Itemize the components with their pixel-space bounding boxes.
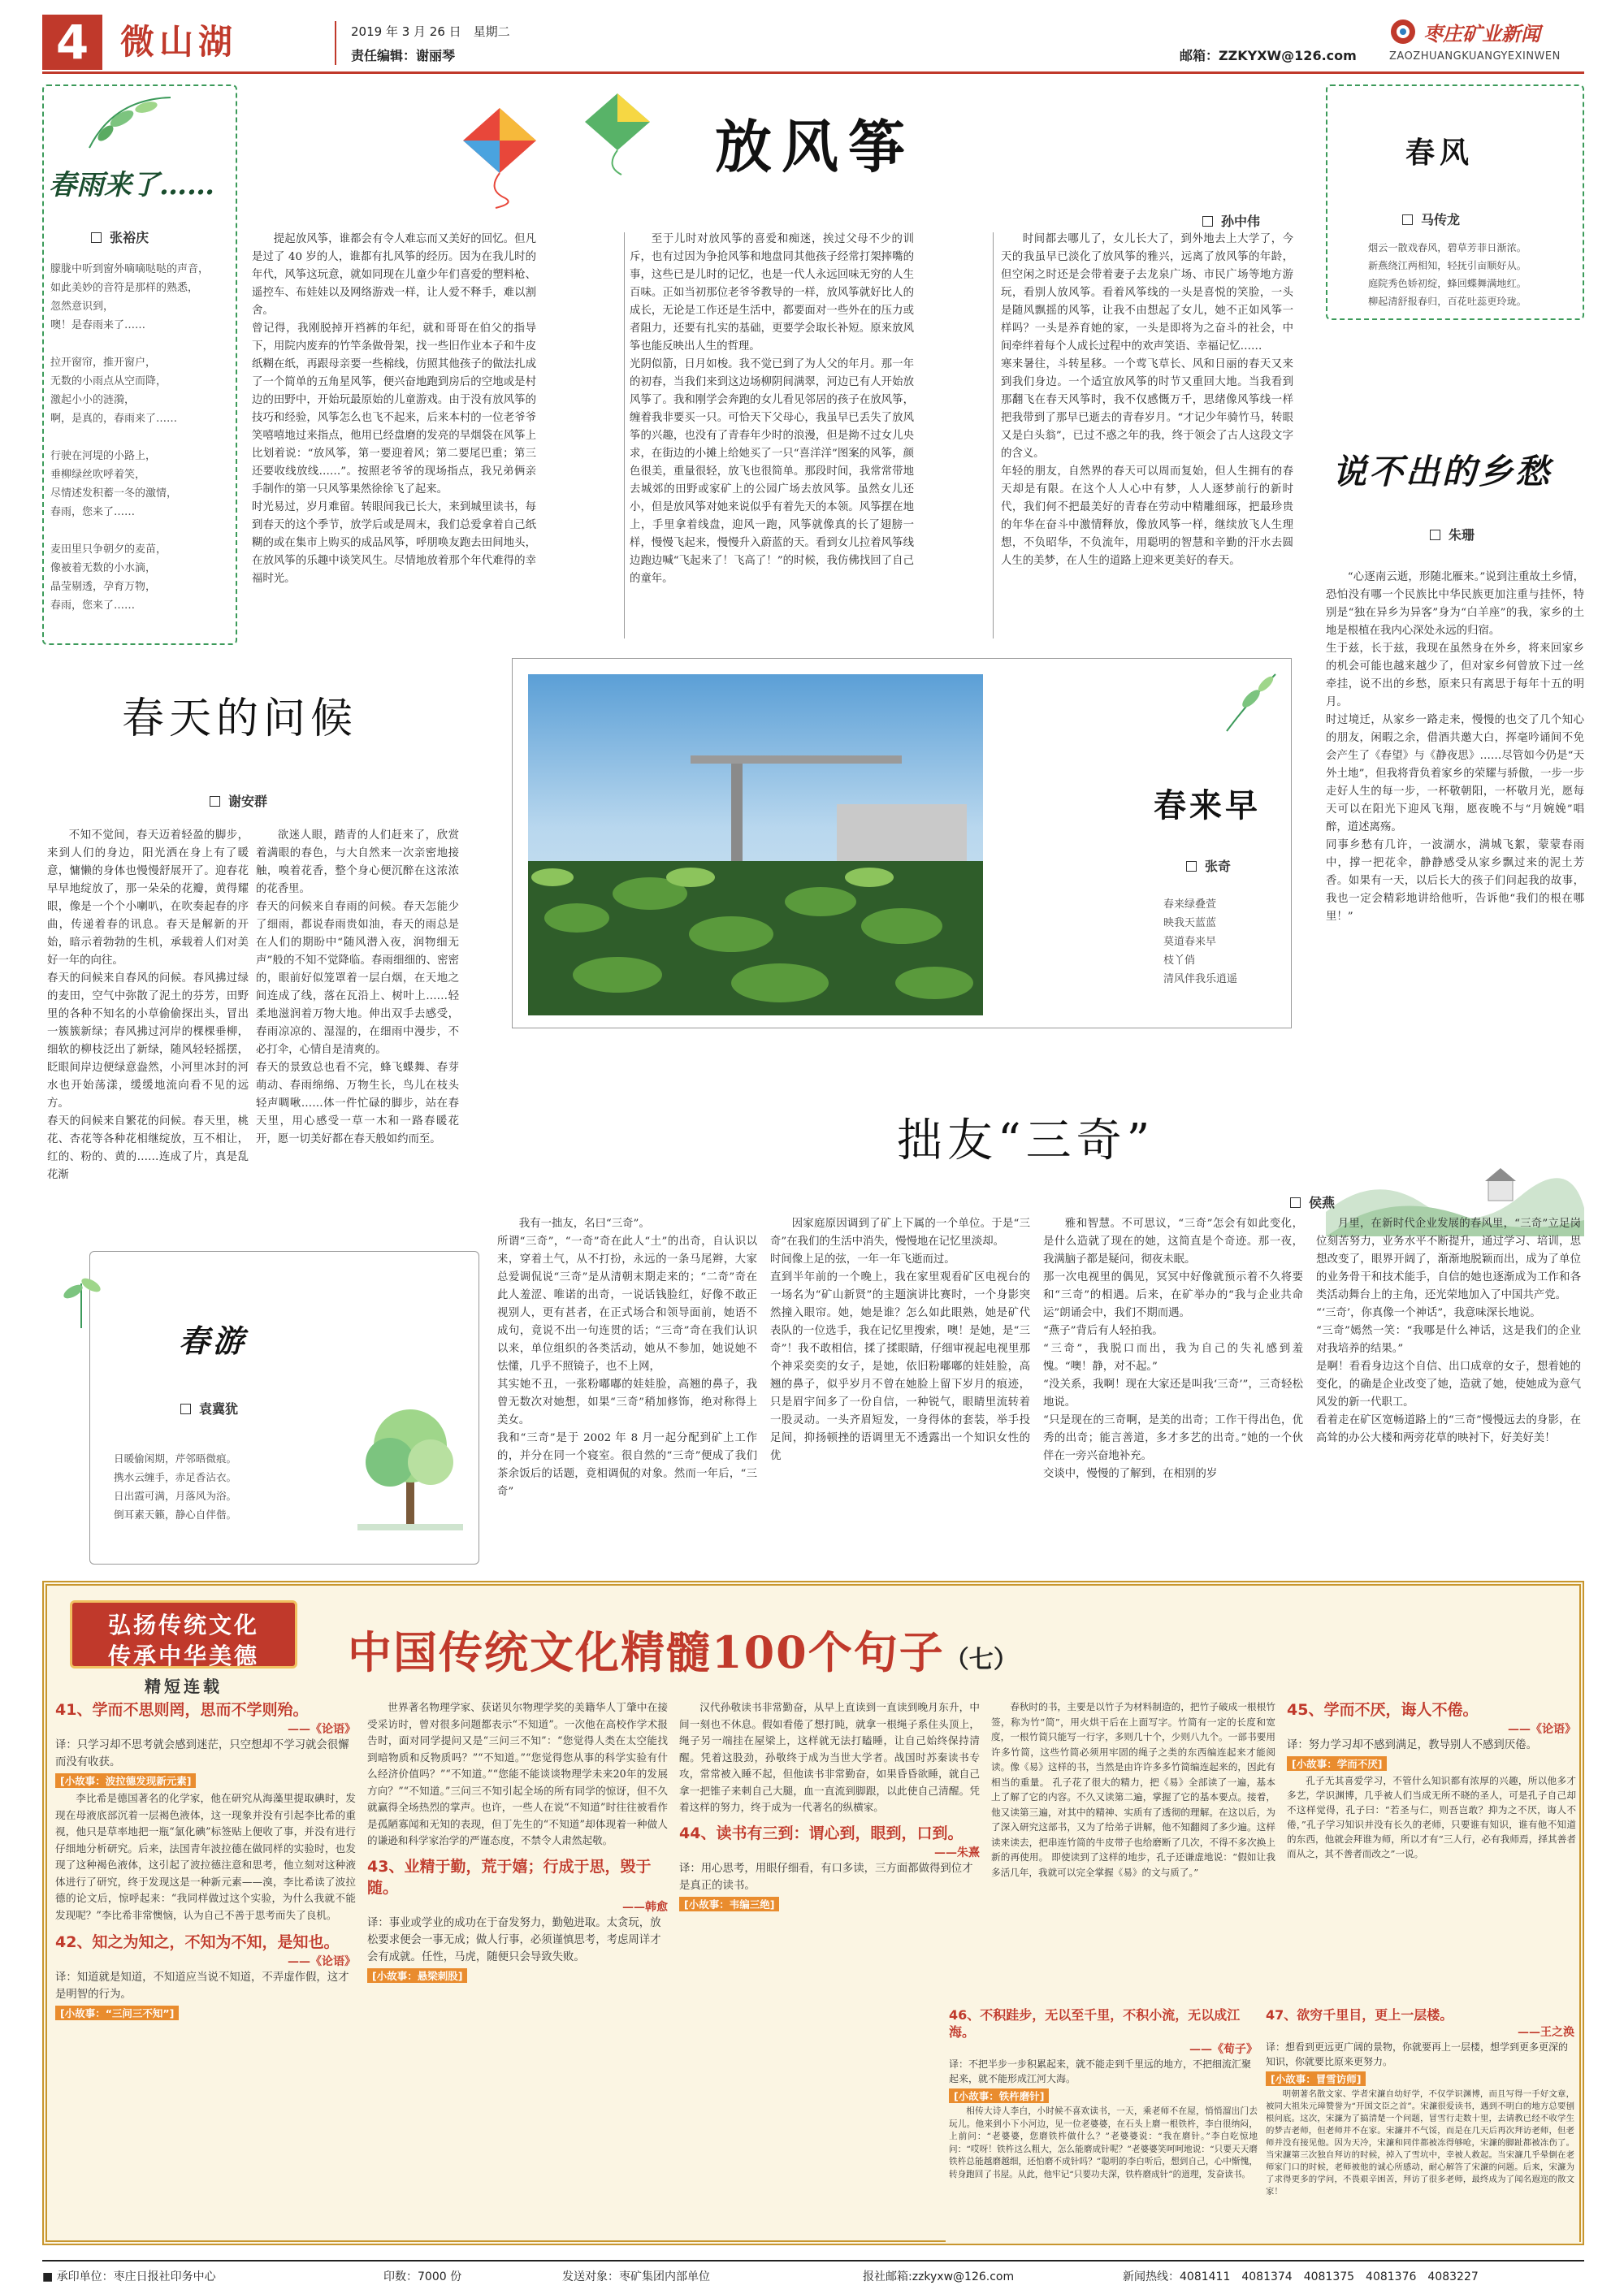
spring-early-title: 春来早 [1154, 786, 1261, 825]
classic-head: 41、学而不思则罔，思而不学则殆。 [55, 1701, 309, 1719]
spring-photo [528, 674, 983, 1015]
classic-item-42 [55, 1932, 356, 2023]
homesick-body [1326, 569, 1584, 926]
paper-name: 枣庄矿业新闻 [1423, 22, 1540, 45]
footer-printer: ■ 承印单位：枣庄日报社印务中心 [42, 2270, 216, 2283]
kite-col-1-text: 提起放风筝，谁都会有令人难忘而又美好的回忆。但凡是过了 40 岁的人，谁都有扎风筝的经历。因为在我儿时的年代，风筝这玩意，就如同现在儿童少年们喜爱的塑料枪、遥控车、布娃娃以及网络游戏一样，让人爱不释手，难以割舍。 曾记得，我刚脱掉开裆裤的年纪，就和哥哥在伯父的指导下，用院内废弃的竹竿条做骨架，找一些旧作业本子和牛皮纸糊在纸，再跟母亲要一些棉线，仿照其他孩子的做法扎成了一个简单的五角星风筝，便兴奋地跑到房后的空地或是村边的田野中，开始玩最原始的儿童游戏。由于没有放风筝的技巧和经验，风筝怎么也飞不起来，后来本村的一位老爷爷笑嘻嘻地过来指点，他用已经盘磨的发亮的旱烟袋在风筝上比划着说：“放风筝，第一要迎着风；第二要尾巴重；第三还要收线放线……”。按照老爷爷的现场指点，我兄弟俩亲手制作的第一只风筝果然徐徐飞了起来。 时光易过，岁月难留。转眼间我已长大，来到城里读书，每到春天的这个季节，放学后或是周末，我们总爱拿着自己纸糊的或在集市上购买的成品风筝，呼朋唤友跑去田间地头，在放风筝的乐趣中谈笑风生。尽情地放着那个年代难得的幸福时光。 [252, 233, 536, 585]
column-divider [993, 232, 994, 638]
classic-head: 44、读书有三到：谓心到，眼到，口到。 [679, 1824, 964, 1842]
paper-pinyin: ZAOZHUANGKUANGYEXINWEN [1389, 50, 1561, 63]
classic-item-41 [55, 1699, 356, 1924]
homesick-body-text: “心逐南云逝，形随北雁来。”说到注重故土乡情，恐怕没有哪一个民族比中华民族更加注重与挂怀，特别是“独在异乡为异客”身为“白羊座”的我，家乡的土地是根植在我内心深处永远的归宿。 生于兹，长于兹，我现在虽然身在外乡，将来回家乡的机会可能也越来越少了，但对家乡何曾放下过一丝牵挂，说不出的乡愁，原来只有离思于每年十五的明月。 时过境迁，从家乡一路走来，慢慢的也交了几个知心的朋友，闲暇之余，借酒共邀大白，挥毫吟诵间不免会产生了《春望》与《静夜思》……尽管如今仍是“天外土地”，但我将背负着家乡的荣耀与骄傲，一步一步走好人生的每一步，一杯敬朝阳，一杯敬月光，愿每天可以在阳光下迎风飞翔，愿夜晚不与“月婉娩”唱醉，道述离殇。 同事乡愁有几许，一波湖水，满城飞絮，蒙蒙春雨中，撑一把花伞，静静感受从家乡飘过来的泥土芳香。如果有一天，以后长大的孩子们问起我的故事，我也一定会精彩地讲给他听，告诉他“我们的根在哪里！” [1326, 571, 1584, 923]
classics-banner-sub: 精短连载 [145, 1677, 223, 1696]
masthead [42, 15, 1584, 73]
classic-source: ——王之涣 [1518, 2026, 1574, 2039]
classic-translation: 译：努力学习却不感到满足，教导别人不感到厌倦。 [1287, 1739, 1537, 1751]
kite-icon [439, 104, 561, 210]
classic-source: ——韩愈 [622, 1900, 668, 1914]
classic-story: 明朝著名散文家、学者宋濂自幼好学，不仅学识渊博，而且写得一手好文章，被同大祖朱元璋赞誉为“开国文臣之首”。宋濂很爱读书，遇到不明白的地方总要刨根问底。这次，宋濂为了搞清楚一个问题，冒雪行走数十里，去请教已经不收学生的梦吉老师，但老师并不在家。宋濂并不气馁，而是在几天后再次拜访老师，但老师并没有接见他。因为天冷，宋濂和同伴都被冻得够呛，宋濂的脚趾都被冻伤了。当宋濂第三次独自拜访的时候，掉入了雪坑中，幸被人救起。当宋濂几乎晕倒在老师家门口的时候，老师被他的诚心所感动，耐心解答了宋濂的问题。后来，宋濂为了求得更多的学问，不畏艰辛困苦，拜访了很多老师，最终成为了闻名遐迩的散文家！ [1266, 2089, 1574, 2197]
three-wonders-col-1-text: 我有一拙友，名曰“三奇”。 所谓“三奇”，“一奇”奇在此人“土”的出奇，自认识以来，穿着土气，从不打扮，永远的一条马尾辫，大家总爱调侃说“三奇”是从清朝末期走来的；“二奇”奇在此人羞涩、唯诺的出奇，一说话钱脸红，好像不敢正视别人，更有甚者，在正式场合和领导面前，她语不成句，竟说不出一句连贯的话；“三奇”奇在我们认识以来，单位组织的各类活动，她从不参加，她说她不怯懂，几乎不照镜子，也不上网， 其实她不丑，一张粉嘟嘟的娃娃脸，高翘的鼻子，我曾无数次对她想，如果“三奇”稍加修饰，绝对称得上美女。 我和“三奇”是于 2002 年 8 月一起分配到矿上工作的，并分在同一个寝室。很自然的“三奇”便成了我们茶余饭后的话题，竟相调侃的对象。然而一年后，“三奇” [497, 1218, 757, 1498]
three-wonders-col-2 [770, 1215, 1030, 1465]
kite-icon [569, 89, 666, 179]
classic-head: 47、欲穷千里目，更上一层楼。 [1266, 2007, 1453, 2023]
classic-story-tag: [小故事：悬梁刺股] [367, 1968, 467, 1983]
kite-col-3-text: 时间都去哪儿了，女儿长大了，到外地去上大学了，今天的我虽早已淡化了放风筝的雅兴，远离了放风筝的年龄，但空闲之时还是会带着妻子去龙泉广场、市民广场等地方游玩，看别人放风筝。看着风筝线的一头是喜悦的笑脸，一头是随风飘摇的风筝，让我不由想起了女儿，她不正如风筝一样吗？一头是养育她的家，一头是即将为之奋斗的社会，中间牵绊着每个人成长过程中的欢声笑语、幸福记忆…… 寒来暑往，斗转星移。一个莺飞草长、风和日丽的春天又来到我们身边。一个适宜放风筝的时节又重回大地。当我看到那翻飞在春天风筝时，我不仅感慨万千，思绪像风筝线一样把我带到了那早已逝去的青春岁月。“才记少年骑竹马，转眼又是白头翁”，已过不惑之年的我，终于领会了古人这段文字的含义。 年轻的朋友，自然界的春天可以周而复始，但人生拥有的春天却是有限。在这个人人心中有梦，人人逐梦前行的新时代，我们何不把最美好的青春在劳动中精雕细琢，把最珍贵的年华在奋斗中激情释放，像放风筝一样，继续放飞人生理想，不负昭华，不负流年，用聪明的智慧和辛勤的汗水去圆人生的美梦，在人生的道路上迎来更美好的春天。 [1001, 233, 1293, 567]
classics-extra [946, 2006, 1579, 2242]
classic-story-tag: [小故事：铁杵磨针] [949, 2088, 1049, 2103]
classics-title-suffix: （七） [944, 1646, 1018, 1674]
classic-story-tag: [小故事：“三问三不知”] [55, 2006, 179, 2020]
classic-head: 45、学而不厌，诲人不倦。 [1287, 1701, 1479, 1719]
classic-story: 春秋时的书，主要是以竹子为材料制造的，把竹子破成一根根竹签，称为竹“简”，用火烘干后在上面写字。竹简有一定的长度和宽度，一根竹简只能写一行字，多则几十个，少则八九个。一部书要用许多竹简，这些竹简必须用牢固的绳子之类的东西编连起来才能阅读。像《易》这样的书，当然是由许许多多竹简编连起来的，因此有相当的重量。 孔子花了很大的精力，把《易》全部读了一遍，基本上了解了它的内容。不久又读第二遍，掌握了它的基本要点。接着，他又读第三遍，对其中的精神、实质有了透彻的理解。在这以后，为了深入研究这部书，又为了给弟子讲解，他不知翻阅了多少遍。这样读来读去，把串连竹简的牛皮带子也给磨断了几次，不得不多次换上新的再使用。 即使读到了这样的地步，孔子还谦虚地说：“假如让我多活几年，我就可以完全掌握《易》的文与质了。” [991, 1701, 1275, 1878]
classic-source: ——《荀子》 [1189, 2043, 1258, 2056]
classic-item-44 [679, 1823, 980, 1914]
date-line: 2019 年 3 月 26 日 星期二 [351, 24, 510, 39]
editor-line: 责任编辑：谢丽琴 [351, 48, 456, 63]
classic-item-46 [949, 2006, 1258, 2181]
classic-story-tag: [小故事：波拉德发现新元素] [55, 1773, 196, 1788]
classics-column [55, 1699, 356, 2023]
classics-banner-line2: 传承中华美德 [107, 1643, 259, 1669]
paper-logo-icon [1389, 18, 1417, 45]
three-wonders-col-3 [1043, 1215, 1303, 1483]
spring-trip-poem: 日暖偷闲期，芹邻晤微痕。 携水云缠手，赤足香沾衣。 日出霞可满，月落风为浴。 倒耳素天籁，静心自伴偕。 [114, 1452, 237, 1521]
kite-col-3 [1001, 231, 1293, 570]
classic-source: ——《论语》 [1508, 1723, 1576, 1736]
spring-trip-byline: 袁冀犹 [180, 1399, 238, 1418]
spring-rain-title: 春雨来了…… [49, 169, 214, 201]
leaf-decoration-icon [1219, 666, 1284, 739]
greeting-byline: 谢安群 [210, 791, 267, 810]
classic-story: 相传大诗人李白，小时候不喜欢读书，一天，乘老师不在屋，悄悄溜出门去玩儿。他来到小下小河边，见一位老婆婆，在石头上磨一根铁杵，李白很纳闷，上前问：“老婆婆，您磨铁杵做什么？”老婆婆说：“我在磨针。”李白吃惊地问：“哎呀！铁杵这么粗大，怎么能磨成针呢？”老婆婆笑呵呵地说：“只要天天磨铁杵总能越磨越细，还怕磨不成针吗？”聪明的李白听后，想到自己，心中惭愧，转身跑回了书屋。从此，他牢记“只要功夫深，铁杵磨成针”的道理，发奋读书。 [949, 2106, 1258, 2179]
greeting-col-1 [47, 827, 249, 1184]
classic-story: 李比希是德国著名的化学家，他在研究从海藻里提取碘时，发现在母液底部沉着一层褐色液体，这一现象并没有引起李比希的重视，他只是草率地把一瓶“氯化碘”标签贴上便收了事，并没有进行仔细地分析研究。后来，法国青年波拉德在做同样的实验时，也发现了这种褐色液体，这引起了波拉德注意和思考，他立刻对这种液体进行了研究，终于发现这是一种新元素——溴，李比希读了波拉德的论文后，惊呼起来：“我同样做过这个实验，为什么我就不能发现呢？”李比希非常懊恼，认为自己不善于思考而失了良机。 [55, 1792, 356, 1921]
classic-head: 42、知之为知之，不知为不知，是知也。 [55, 1933, 340, 1951]
footer-phones: 新闻热线：4081411 4081374 4081375 4081376 4083227 [1123, 2270, 1479, 2283]
classic-item-47 [1266, 2006, 1574, 2198]
footer-copies: 印数：7000 份 [383, 2270, 462, 2283]
classic-item-45 [1287, 1699, 1576, 1861]
three-wonders-byline: 侯燕 [1290, 1192, 1335, 1211]
classic-translation: 译：想看到更远更广阔的景物，你就要再上一层楼，想学到更多更深的知识，你就要比原来更努力。 [1266, 2041, 1569, 2067]
classic-source: ——朱熹 [934, 1846, 980, 1859]
classic-story: 世界著名物理学家、获诺贝尔物理学奖的美籍华人丁肇中在接受采访时，曾对很多问题都表示“不知道”。一次他在高校作学术报告时，面对同学提问又是“三问三不知”：“您觉得人类在太空能找到暗物质和反物质吗？”“不知道。”“您觉得您从事的科学实验有什么经济价值吗？”“不知道。”“您能不能谈谈物理学未来20年的发展方向？”“不知道。”三问三不知引起全场的所有同学的惊讶，但不久就赢得全场热烈的掌声。也许，一些人在说“不知道”时往往被看作是孤陋寡闻和无知的表现，但丁先生的“不知道”却体现着一种做人的谦逊和科学家治学的严谨态度，不禁令人肃然起敬。 [367, 1701, 668, 1846]
section-divider [335, 21, 336, 65]
classics-column [367, 1699, 668, 1985]
leaf-decoration-icon [57, 1267, 106, 1332]
homesick-title: 说不出的乡愁 [1332, 452, 1553, 491]
page-number: 4 [42, 15, 102, 70]
footer [42, 2260, 1584, 2284]
classic-head: 46、不积跬步，无以至千里，不积小流，无以成江海。 [949, 2007, 1241, 2040]
three-wonders-col-2-text: 因家庭原因调到了矿上下属的一个单位。于是“三奇”在我们的生活中消失，慢慢地在记忆里淡却。 时间像上足的弦，一年一年飞逝而过。 直到半年前的一个晚上，我在家里观看矿区电视台的一场名为“矿山新贤”的主题演讲比赛时，一个身影突然撞入眼帘。她，她是谁？怎么如此眼熟，她是矿代表队的一位选手，我在记忆里搜索，噢！是她，是“三奇”！我不敢相信，揉了揉眼睛，仔细审视起电视里那个神采奕奕的女子，是她，依旧粉嘟嘟的娃娃脸，高翘的鼻子，似乎岁月不曾在她脸上留下岁月的痕迹，只是眉宇间多了一份自信，一种锐气，眼睛里流转着一股灵动。一头齐眉短发，一身得体的套装，举手投足间，抑扬顿挫的语调里无不透露出一个知识女性的优 [770, 1218, 1030, 1462]
spring-rain-byline: 张裕庆 [91, 227, 149, 246]
email-line: 邮箱：ZZKYXW@126.com [1180, 48, 1357, 63]
three-wonders-col-4 [1316, 1215, 1581, 1448]
spring-wind-title: 春风 [1405, 136, 1475, 170]
greeting-col-2-text: 欲迷人眼，踏青的人们赶来了，欣赏着满眼的春色，与大自然来一次亲密地接触，嗅着花香，整个身心便沉醉在这浓浓的花香里。 春天的问候来自春雨的问候。春天怎能少了细雨，都说春雨贵如油，春天的雨总是在人们的期盼中“随风潜入夜，润物细无声”般的不知不觉降临。春雨细细的、密密的，眼前好似笼罩着一层白烟，在天地之间连成了线，落在瓦沿上、树叶上……轻柔地滋润着万物大地。伸出双手去感受，春雨凉凉的、湿湿的，在细雨中漫步，不必打伞，心情自是清爽的。 春天的景致总也看不完，蜂飞蝶舞、春芽萌动、春雨绵绵、万物生长，鸟儿在枝头轻声啁啾……体一件忙碌的脚步，站在春天里，用心感受一草一木和一路春暖花开，愿一切美好都在春天般如约而至。 [256, 829, 459, 1145]
classic-source: ——《论语》 [288, 1955, 356, 1968]
kite-byline: 孙中伟 [1202, 211, 1260, 230]
footer-distribution: 发送对象：枣矿集团内部单位 [562, 2270, 710, 2283]
paper-logo [1389, 18, 1584, 47]
greeting-col-1-text: 不知不觉间，春天迈着轻盈的脚步，来到人们的身边，阳光洒在身上有了暖意，慵懒的身体也慢慢舒展开了。迎春花早早地绽放了，那一朵朵的花瓣，黄得耀眼，像是一个个小喇叭，在吹奏起春的序曲，传递着春的讯息。春天是解新的开始，暗示着勃勃的生机，承载着人们对美好一年的向往。 春天的问候来自春风的问候。春风拂过绿的麦田，空气中弥散了泥土的芬芳，田野里的各种不知名的小草偷偷探出头，冒出一簇簇新绿；春风拂过河岸的棵棵垂柳，细软的柳枝泛出了新绿，随风轻轻摇摆，眨眼间岸边便绿意盎然，小河里冰封的河水也开始荡漾，缓缓地流向看不见的远方。 春天的问候来自繁花的问候。春天里，桃花、杏花等各种花相继绽放，互不相让，红的、粉的、黄的……连成了片，真是乱花渐 [47, 829, 249, 1181]
kite-title: 放风筝 [715, 113, 915, 180]
tree-illustration [349, 1381, 471, 1543]
homesick-byline: 朱珊 [1430, 525, 1475, 543]
greeting-col-2 [256, 827, 459, 1149]
three-wonders-col-4-text: 月里，在新时代企业发展的春风里，“三奇”立足岗位刻苦努力，业务水平不断提升，通过学习、培训，思想改变了，眼界开阔了，渐渐地脱颖而出，成为了单位的业务骨干和技术能手，自信的她也逐渐成为工作和各类活动舞台上的主角，还光荣地加入了中国共产党。 “‘三奇’，你真像一个神话”，我意味深长地说。 “三奇”嫣然一笑：“我哪是什么神话，这是我们的企业对我培养的结果。” 是啊！看看身边这个自信、出口成章的女子，想着她的变化，的确是企业改变了她，造就了她，使她成为意气风发的新一代职工。 看着走在矿区宽畅道路上的“三奇”慢慢远去的身影，在高耸的办公大楼和两旁花草的映衬下，好美好美！ [1316, 1218, 1581, 1444]
three-wonders-col-3-text: 雅和智慧。不可思议，“三奇”怎会有如此变化，是什么造就了现在的她，这简直是个奇迹。那一夜，我满脑子都是疑问，彻夜未眠。 那一次电视里的偶见，冥冥中好像就预示着不久将要和“三奇”的相遇。后来，在矿举办的“我与企业共命运”朗诵会中，我们不期而遇。 “燕子”背后有人轻拍我。 “三奇”，我脱口而出，我为自己的失礼感到羞愧。“噢！静，对不起。” “没关系，我啊！现在大家还是叫我‘三奇’”，三奇轻松地说。 “只是现在的三奇啊，是美的出奇；工作干得出色，优秀的出奇；能言善道，多才多艺的出奇。”她的一个伙伴在一旁兴奋地补充。 交谈中，慢慢的了解到，在相别的岁 [1043, 1218, 1303, 1480]
classic-translation: 译：用心思考，用眼仔细看，有口多读，三方面都做得到位才是真正的读书。 [679, 1862, 973, 1892]
spring-early-byline: 张奇 [1186, 856, 1231, 875]
three-wonders-title: 拙友“三奇” [897, 1115, 1155, 1167]
classic-translation: 译：知道就是知道，不知道应当说不知道，不弄虚作假，这才是明智的行为。 [55, 1972, 349, 2001]
classic-translation: 译：不把半步一步积累起来，就不能走到千里远的地方，不把细流汇聚起来，就不能形成江河大海。 [949, 2058, 1252, 2084]
section-name: 微山湖 [120, 22, 238, 62]
footer-email: 报社邮箱:zzkyxw@126.com [863, 2270, 1015, 2283]
kite-col-2 [630, 231, 914, 588]
spring-wind-byline: 马传龙 [1402, 210, 1460, 228]
spring-early-poem: 春来绿叠萱 映我天蓝蓝 莫道春来早 枝丫俏 清风伴我乐逍遥 [1163, 898, 1238, 985]
classic-story-tag: [小故事：学而不厌] [1287, 1756, 1387, 1771]
classic-source: ——《论语》 [288, 1723, 356, 1736]
masthead-rule [42, 71, 1584, 74]
classic-story-tag: [小故事：冒雪访师] [1266, 2071, 1366, 2086]
classic-translation: 译：事业或学业的成功在于奋发努力，勤勉进取。太贪玩，放松要求便会一事无成；做人行事，必须谨慎思考，考虑周详才会有成就。任性，马虎，随便只会导致失败。 [367, 1916, 661, 1963]
classics-column [1287, 1699, 1576, 1861]
greeting-title: 春天的问候 [122, 695, 358, 743]
classics-title [348, 1618, 1018, 1681]
kite-col-1 [252, 231, 536, 588]
classic-head: 43、业精于勤，荒于嬉；行成于思，毁于随。 [367, 1857, 652, 1897]
spring-wind-poem: 烟云一散戏春风，碧草芳菲日渐浓。 新燕绕江两相知，轻抚引亩顺好从。 庭院秀色娇初绽，蜂回蝶舞满地红。 柳起清舒报春归，百花吐蕊更玲珑。 [1368, 242, 1527, 307]
classics-column [991, 1699, 1275, 1880]
classics-title-text: 中国传统文化精髓100个句子 [348, 1626, 945, 1678]
classic-story-tag: [小故事：韦编三绝] [679, 1897, 779, 1911]
classics-banner [70, 1600, 297, 1669]
classic-translation: 译：只学习却不思考就会感到迷茫，只空想却不学习就会很懈而没有收获。 [55, 1739, 349, 1768]
classic-story: 汉代孙敬读书非常勤奋，从早上直读到一直读到晚月东升，中间一刻也不休息。假如看倦了想打盹，就拿一根绳子系住头顶上，绳子另一端挂在屋梁上，这样就无法打瞌睡，让自己始终保持清醒。凭着这股劲，孙敬终于成为当世大学者。战国时苏秦读书专攻，常常被入睡不起，但他读书非常勤奋，如果昏昏欲睡，就自己拿一把锥子来刺自己大腿，血一直流到脚跟，以此使自己清醒。凭着这样的努力，终于成为一代著名的纵横家。 [679, 1701, 980, 1813]
classics-column [679, 1699, 980, 1914]
leaf-decoration-icon [81, 91, 179, 156]
three-wonders-col-1 [497, 1215, 757, 1501]
classics-banner-line1: 弘扬传统文化 [107, 1612, 259, 1638]
column-divider [624, 232, 625, 638]
classic-item-43 [367, 1856, 668, 1985]
spring-trip-title: 春游 [179, 1322, 248, 1359]
spring-rain-poem: 朦胧中听到窗外嘀嘀哒哒的声音， 如此美妙的音符是那样的熟悉， 忽然意识到， 噢！是春雨来了…… 拉开窗帘，推开窗户， 无数的小雨点从空而降， 激起小小的涟漪， 啊，是真的，春雨来了…… 行驶在河堤的小路上， 垂柳绿丝吹呼着笑， 尽情述发积蓄一冬的激情， 春雨，您来了…… 麦田里只争朝夕的麦苗， 像被着无数的小水滴， 晶莹剔透，孕育万物， 春雨，您来了…… [50, 263, 210, 612]
kite-col-2-text: 至于儿时对放风筝的喜爱和痴迷，挨过父母不少的训斥，也有过因为争抢风筝和地盘同其他孩子经常打架摔嘴的事，这些已是儿时的记忆，也是一代人永远回味无穷的人生百味。正如当初那位老爷爷教导的一样，放风筝就好比人的成长，无论是工作还是生活中，都要面对一些外在的压力或者阻力，还要有扎实的基础，更要学会取长补短。原来放风筝也能反映出人生的哲理。 光阴似箭，日月如梭。我不觉已到了为人父的年月。那一年的初春，当我们来到这边场柳阴间满翠，河边已有人开始放风筝了。我和刚学会奔跑的女儿看见邻居的孩子在放风筝，缠着我非要买一只。可恰天下父母心，我虽早已丢失了放风筝的兴趣，也没有了青春年少时的浪漫，但是拗不过女儿央求，在街边的小摊上给她买了一只“喜洋洋”图案的风筝，颜色很美，重量很轻，放飞也很简单。那段时间，我常常带地去城郊的田野或家矿上的公园广场去放风筝。虽然女儿还小，但是放风筝对她来说似乎有着先天的本领。风筝摆在地上，手里拿着线盘，迎风一跑，风筝就像真的长了翅膀一样，慢慢飞起来，慢慢升入蔚蓝的天。看到女儿拉着风筝线边跑边喊“飞起来了！飞高了！”的时候，我仿佛找回了自己的童年。 [630, 233, 914, 585]
classic-story: 孔子无其喜爱学习，不管什么知识都有浓厚的兴趣，所以他多才多艺，学识渊博，几乎被人们当成无所不晓的圣人，可是孔子自己却不这样觉得，孔子曰：“若圣与仁，则吾岂敢？抑为之不厌，诲人不倦，”孔子学习知识并没有长久的老师，只要谁有知识，谁有他不知道的东西，他就会拜谁为师，所以才有“三人行，必有我师焉，择其善者而从之，其不善者而改之”一说。 [1287, 1775, 1576, 1859]
